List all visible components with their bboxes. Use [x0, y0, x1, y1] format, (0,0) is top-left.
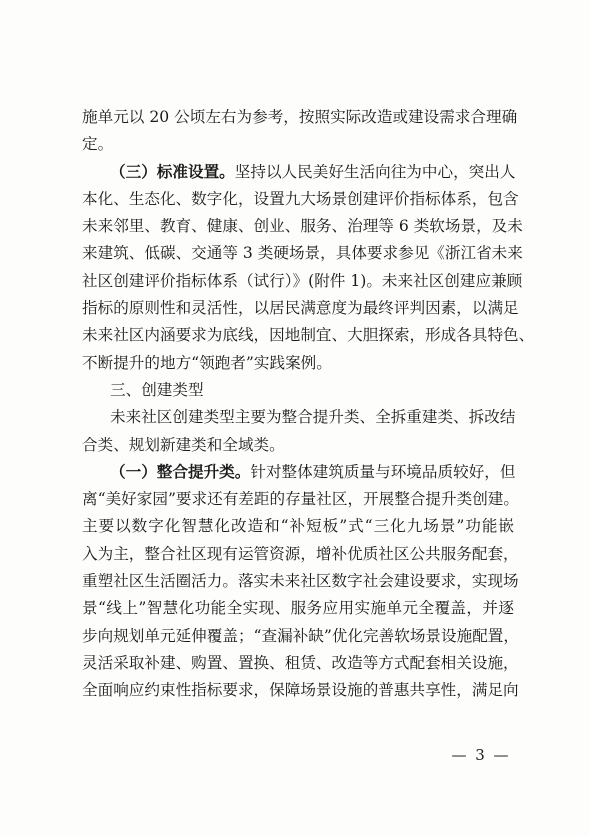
text-line: 景“线上”智慧化功能全实现、服务应用实施单元全覆盖，并逐 — [82, 599, 514, 618]
text-line: 合类、规划新建类和全域类。 — [82, 435, 285, 454]
text-line: 定。 — [82, 135, 114, 154]
text-line: 施单元以 20 公顷左右为参考，按照实际改造或建设需求合理确 — [82, 108, 518, 126]
text-run: 针对整体建筑质量与环境品质较好，但 — [250, 462, 516, 481]
text-line: 重塑社区生活圈活力。落实未来社区数字社会建设要求，实现场 — [82, 572, 519, 591]
page-number: — 3 — — [451, 746, 511, 764]
text-line: 本化、生态化、数字化，设置九大场景创建评价指标体系，包含 — [82, 189, 519, 208]
text-line: 社区创建评价指标体系（试行）》(附件 1)。未来社区创建应兼顾 — [82, 271, 523, 290]
paragraph-heading: （三）标准设置。 — [110, 162, 235, 181]
section-title: 三、创建类型 — [110, 380, 204, 399]
text-line: 步向规划单元延伸覆盖；“查漏补缺”优化完善软场景设施配置， — [82, 626, 519, 645]
text-line: 入为主，整合社区现有运管资源，增补优质社区公共服务配套， — [82, 544, 519, 563]
text-line: 不断提升的地方“领跑者”实践案例。 — [82, 353, 332, 372]
text-line: 全面响应约束性指标要求，保障场景设施的普惠共享性，满足向 — [82, 681, 519, 700]
text-line: 来建筑、低碳、交通等 3 类硬场景，具体要求参见《浙江省未来 — [82, 244, 523, 263]
text-line: 未来社区创建类型主要为整合提升类、全拆重建类、拆改结 — [110, 408, 516, 427]
document-body — [82, 104, 535, 705]
text-line: 主要以数字化智慧化改造和“补短板”式“三化九场景”功能嵌 — [82, 517, 514, 536]
paragraph-heading-line — [82, 159, 514, 186]
text-line: 未来邻里、教育、健康、创业、服务、治理等 6 类软场景，及未 — [82, 217, 523, 236]
text-run: 坚持以人民美好生活向往为中心，突出人 — [234, 162, 516, 181]
paragraph-heading: （一）整合提升类。 — [110, 462, 251, 481]
text-line: 灵活采取补建、购置、置换、租赁、改造等方式配套相关设施， — [82, 653, 519, 672]
text-line: 指标的原则性和灵活性，以居民满意度为最终评判因素，以满足 — [82, 299, 519, 318]
text-line: 未来社区内涵要求为底线，因地制宜、大胆探索，形成各具特色、 — [82, 326, 535, 345]
text-line: 离“美好家园”要求还有差距的存量社区，开展整合提升类创建。 — [82, 490, 519, 509]
paragraph-heading-line — [82, 459, 514, 486]
